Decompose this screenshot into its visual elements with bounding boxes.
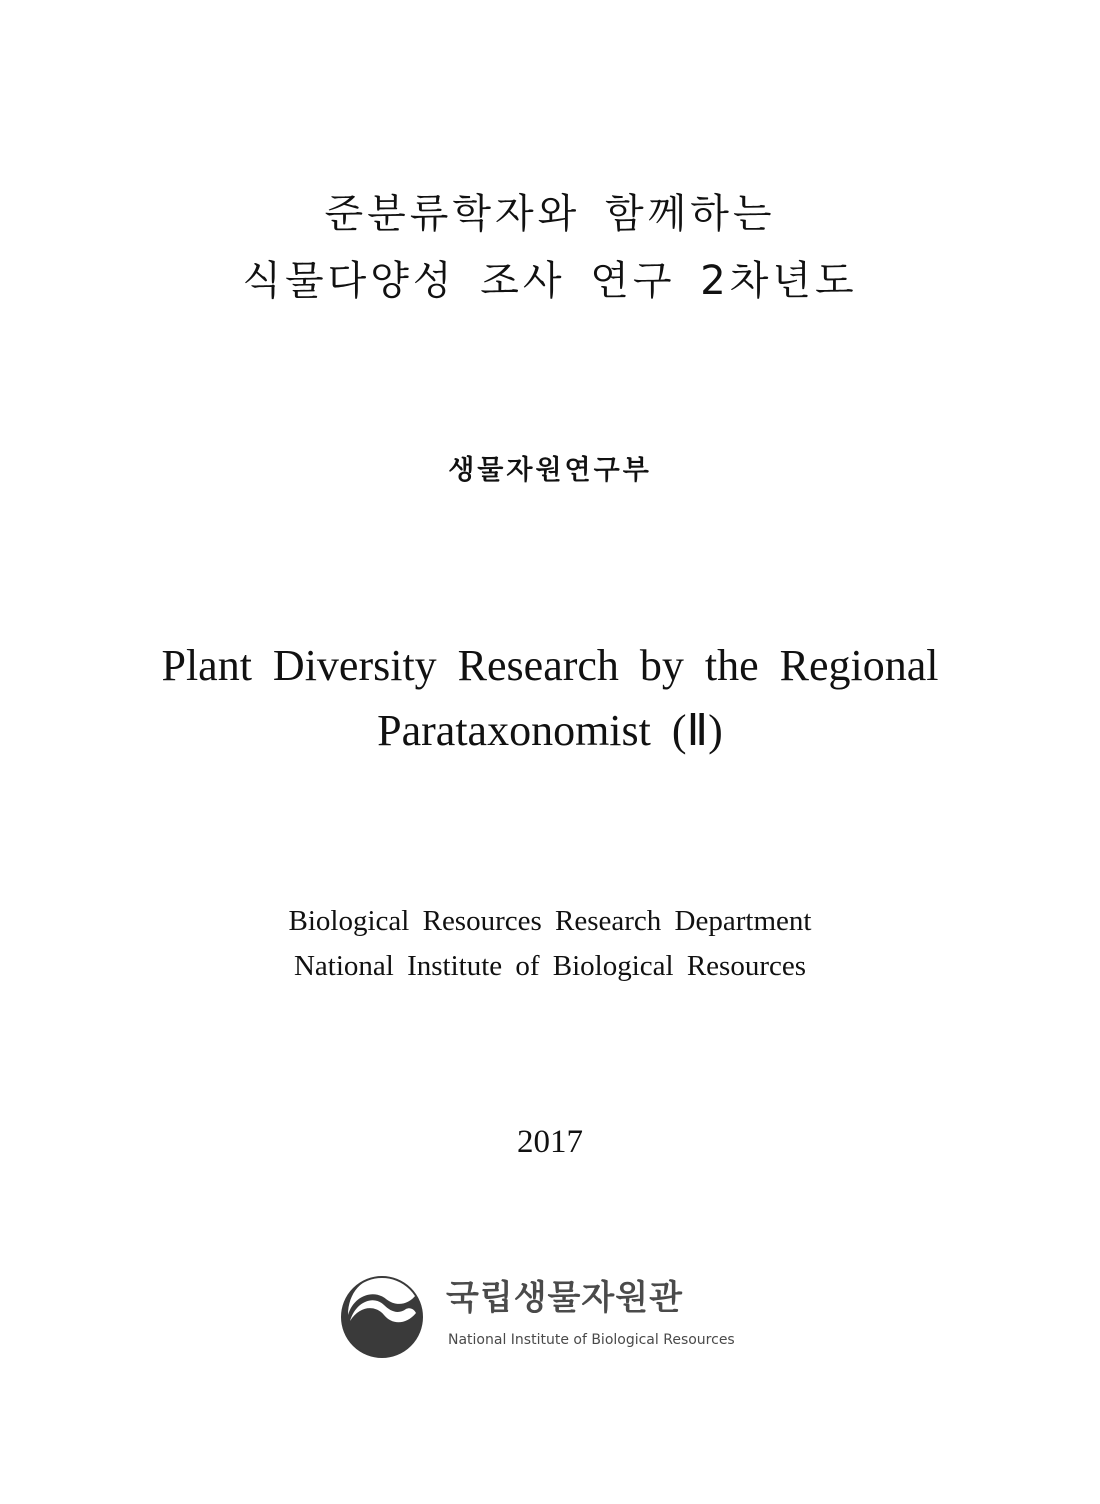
- logo-english-name: National Institute of Biological Resources: [448, 1332, 735, 1348]
- nibr-emblem-icon: [340, 1275, 424, 1359]
- english-department-line-1: Biological Resources Research Department: [288, 905, 812, 937]
- korean-title-line-1: 준분류학자와 함께하는: [324, 191, 776, 237]
- english-department-line-2: National Institute of Biological Resources: [293, 950, 807, 982]
- publication-year: 2017: [517, 1124, 583, 1160]
- english-title-line-1: Plant Diversity Research by the Regional: [161, 641, 939, 690]
- institute-logo: [340, 1275, 770, 1365]
- english-title-line-2: Parataxonomist (Ⅱ): [377, 706, 723, 755]
- logo-korean-name: 국립생물자원관: [446, 1278, 683, 1318]
- korean-title-line-2: 식물다양성 조사 연구 2차년도: [242, 258, 858, 304]
- korean-department: 생물자원연구부: [448, 455, 652, 486]
